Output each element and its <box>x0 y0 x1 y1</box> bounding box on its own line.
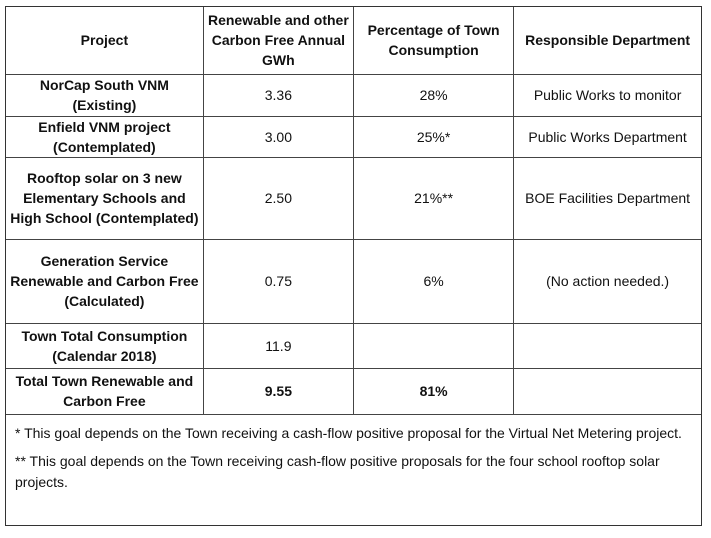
percent-value: 25%* <box>353 116 513 157</box>
percent-value: 28% <box>353 74 513 116</box>
gwh-value: 3.36 <box>203 74 353 116</box>
header-gwh: Renewable and other Carbon Free Annual GWh <box>203 7 353 74</box>
table-row <box>6 74 701 116</box>
department-value: Public Works to monitor <box>514 74 701 116</box>
total-renewable-gwh: 9.55 <box>203 368 353 414</box>
total-consumption-gwh: 11.9 <box>203 323 353 368</box>
department-value: (No action needed.) <box>514 239 701 323</box>
total-renewable-department <box>514 368 701 414</box>
total-consumption-percent <box>353 323 513 368</box>
table-row <box>6 116 701 157</box>
total-consumption-department <box>514 323 701 368</box>
footnote-rooftop-solar: ** This goal depends on the Town receiving cash-flow positive proposals for the four school rooftop solar projects. <box>15 453 660 490</box>
department-value: Public Works Department <box>514 116 701 157</box>
header-percent: Percentage of Town Consumption <box>353 7 513 74</box>
gwh-value: 0.75 <box>203 239 353 323</box>
footnotes <box>6 414 701 525</box>
project-name: NorCap South VNM (Existing) <box>6 74 203 116</box>
footnote-vnm: * This goal depends on the Town receiving a cash-flow positive proposal for the Virtual Net Metering project. <box>15 425 682 441</box>
total-renewable-label: Total Town Renewable and Carbon Free <box>6 368 203 414</box>
total-row <box>6 323 701 368</box>
project-name: Enfield VNM project (Contemplated) <box>6 116 203 157</box>
total-row <box>6 368 701 414</box>
project-name: Generation Service Renewable and Carbon Free (Calculated) <box>6 239 203 323</box>
project-name: Rooftop solar on 3 new Elementary Schools and High School (Contemplated) <box>6 157 203 239</box>
percent-value: 6% <box>353 239 513 323</box>
table-row <box>6 157 701 239</box>
table-row <box>6 239 701 323</box>
gwh-value: 3.00 <box>203 116 353 157</box>
gwh-value: 2.50 <box>203 157 353 239</box>
renewable-energy-table <box>6 7 701 415</box>
total-renewable-percent: 81% <box>353 368 513 414</box>
header-department: Responsible Department <box>514 7 701 74</box>
percent-value: 21%** <box>353 157 513 239</box>
header-project: Project <box>6 7 203 74</box>
department-value: BOE Facilities Department <box>514 157 701 239</box>
total-consumption-label: Town Total Consumption (Calendar 2018) <box>6 323 203 368</box>
document-page <box>5 6 702 526</box>
